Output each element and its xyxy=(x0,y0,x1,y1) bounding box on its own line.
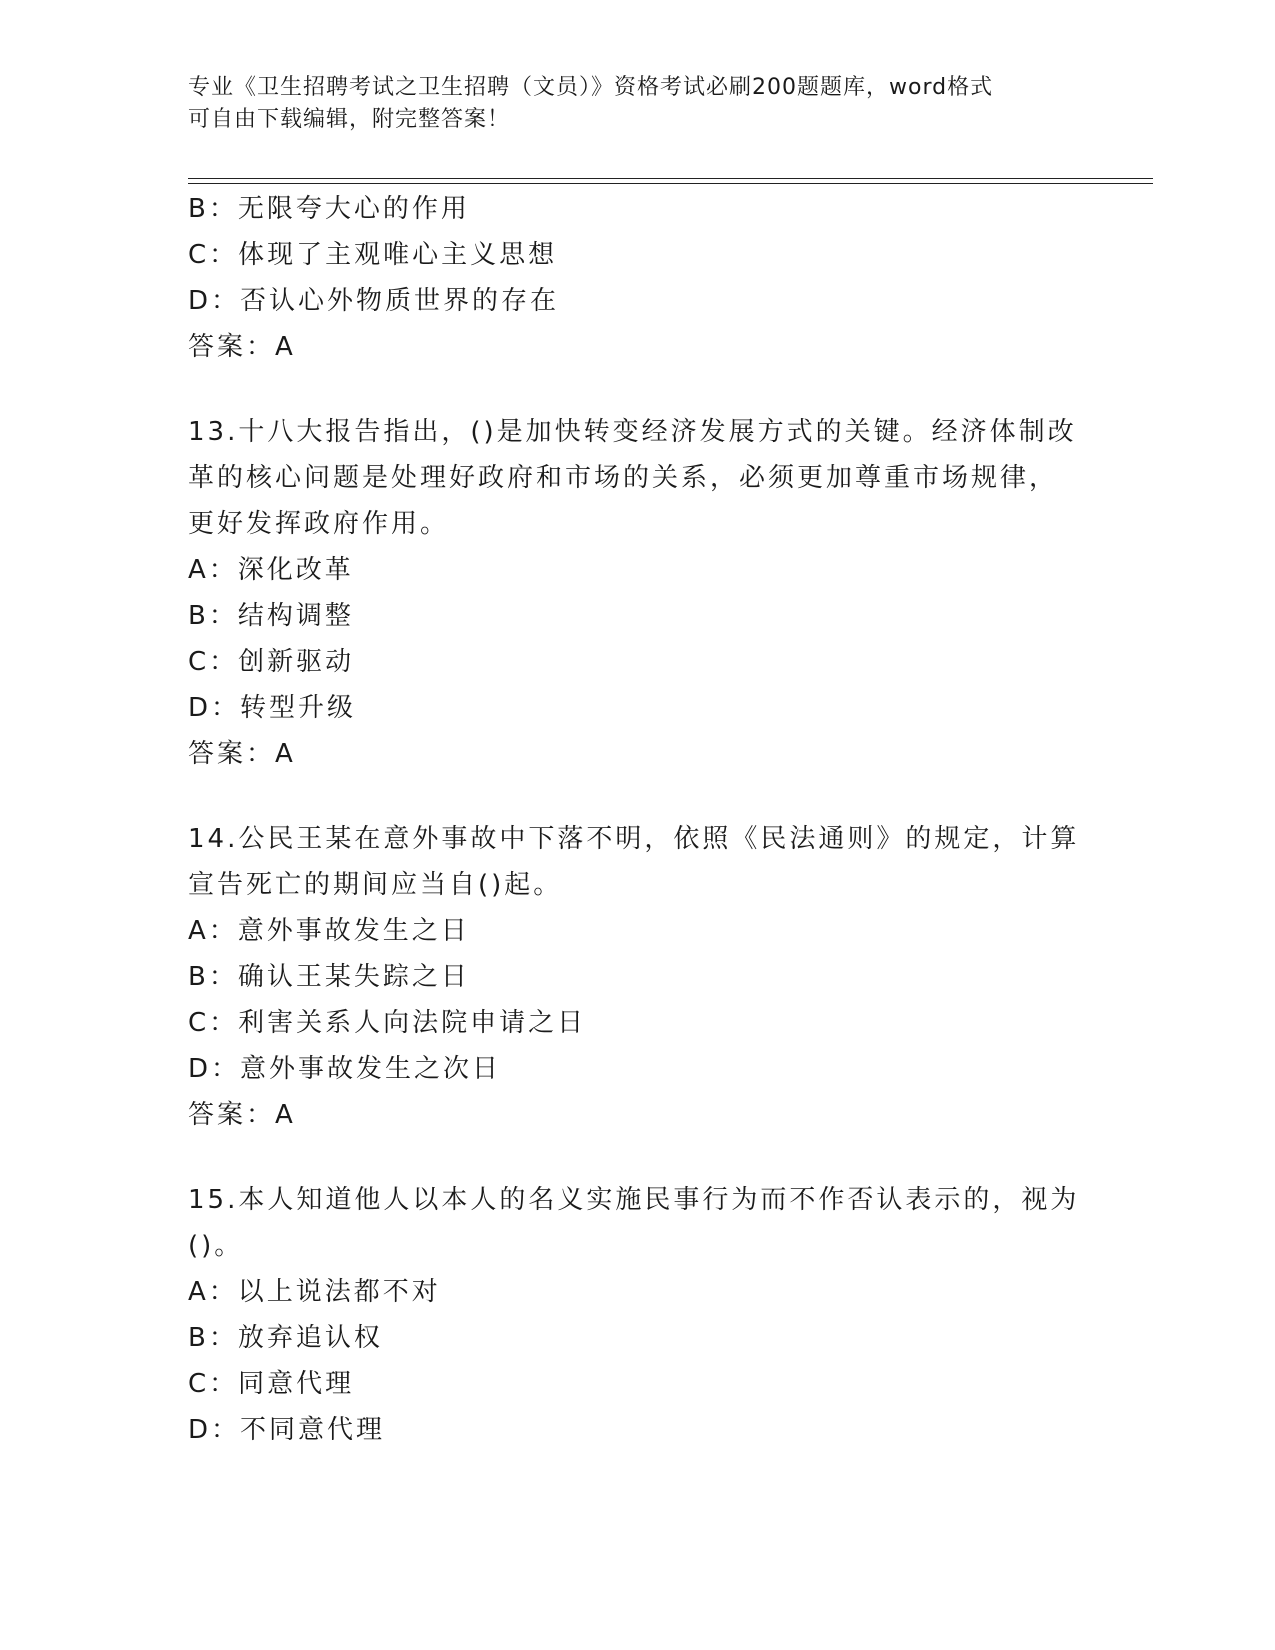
answer-line: 答案：A xyxy=(188,332,296,362)
document-header xyxy=(188,72,1068,136)
option-b: B：无限夸大心的作用 xyxy=(188,194,470,224)
question-text-line: 革的核心问题是处理好政府和市场的关系，必须更加尊重市场规律， xyxy=(188,463,1059,493)
answer-line: 答案：A xyxy=(188,1100,296,1130)
option-b: B：结构调整 xyxy=(188,601,354,631)
option-c: C：体现了主观唯心主义思想 xyxy=(188,240,558,270)
question-block-prev xyxy=(188,186,1088,370)
option-b: B：确认王某失踪之日 xyxy=(188,962,470,992)
option-c: C：创新驱动 xyxy=(188,647,355,677)
option-d: D：不同意代理 xyxy=(188,1415,386,1445)
spacer xyxy=(188,777,1088,816)
option-c: C：同意代理 xyxy=(188,1369,355,1399)
question-block-13 xyxy=(188,409,1088,777)
option-a: A：意外事故发生之日 xyxy=(188,916,470,946)
option-c: C：利害关系人向法院申请之日 xyxy=(188,1008,587,1038)
question-block-14 xyxy=(188,816,1088,1138)
answer-line: 答案：A xyxy=(188,739,296,769)
question-block-15 xyxy=(188,1177,1088,1453)
document-body xyxy=(188,186,1088,1453)
question-text-line: ()。 xyxy=(188,1231,244,1261)
option-a: A：以上说法都不对 xyxy=(188,1277,441,1307)
spacer xyxy=(188,1138,1088,1177)
question-text-line: 14.公民王某在意外事故中下落不明，依照《民法通则》的规定，计算 xyxy=(188,824,1080,854)
header-divider-bottom xyxy=(188,183,1153,184)
option-b: B：放弃追认权 xyxy=(188,1323,383,1353)
header-line-1: 专业《卫生招聘考试之卫生招聘（文员）》资格考试必刷200题题库，word格式 xyxy=(188,75,994,100)
option-a: A：深化改革 xyxy=(188,555,354,585)
question-text-line: 15.本人知道他人以本人的名义实施民事行为而不作否认表示的，视为 xyxy=(188,1185,1080,1215)
header-divider-top xyxy=(188,178,1153,179)
question-text-line: 宣告死亡的期间应当自()起。 xyxy=(188,870,563,900)
option-d: D：否认心外物质世界的存在 xyxy=(188,286,560,316)
option-d: D：意外事故发生之次日 xyxy=(188,1054,502,1084)
spacer xyxy=(188,370,1088,409)
question-text-line: 13.十八大报告指出，()是加快转变经济发展方式的关键。经济体制改 xyxy=(188,417,1077,447)
header-line-2: 可自由下载编辑，附完整答案！ xyxy=(188,107,511,132)
question-text-line: 更好发挥政府作用。 xyxy=(188,509,450,539)
option-d: D：转型升级 xyxy=(188,693,357,723)
